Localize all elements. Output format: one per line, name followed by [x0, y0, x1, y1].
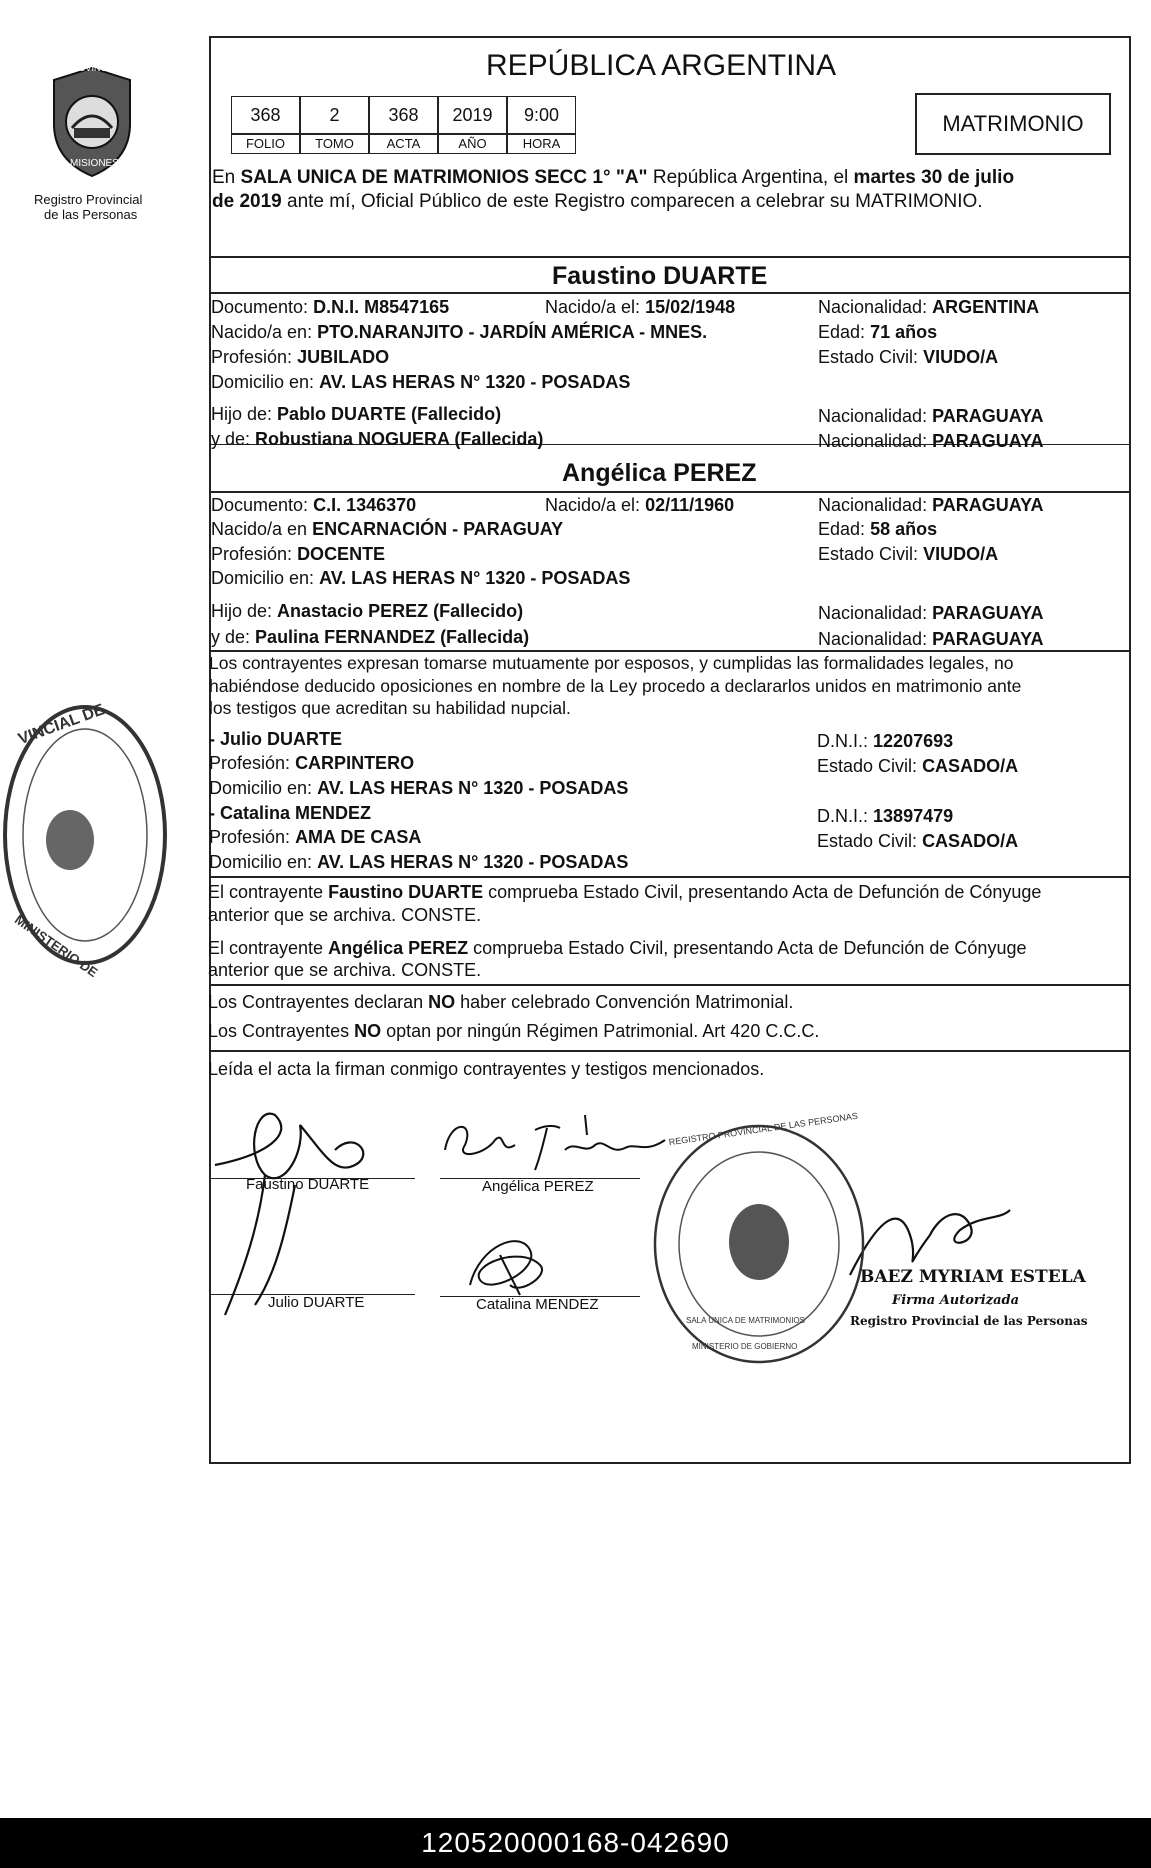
stamp-inner-text: SALA UNICA DE MATRIMONIOS [686, 1316, 805, 1325]
groom-document: Documento: D.N.I. M8547165 [211, 297, 450, 317]
bride-signature-label: Angélica PEREZ [482, 1178, 594, 1195]
groom-signature-label: Faustino DUARTE [246, 1176, 370, 1193]
stamp-outer-text: REGISTRO PROVINCIAL DE LAS PERSONAS [668, 1110, 859, 1148]
bride-father: Hijo de: Anastacio PEREZ (Fallecido) [211, 601, 524, 621]
declaration-line3: los testigos que acreditan su habilidad nupcial. [209, 698, 571, 718]
groom-nationality: Nacionalidad: ARGENTINA [818, 297, 1040, 317]
document-type-box [915, 93, 1111, 155]
groom-address: Domicilio en: AV. LAS HERAS N° 1320 - POSADAS [211, 372, 631, 392]
regime-line1: Los Contrayentes declaran NO haber celebrado Convención Matrimonial. [208, 992, 794, 1012]
groom-name: Faustino DUARTE [552, 262, 768, 290]
groom-age: Edad: 71 años [818, 322, 938, 342]
note1-line1: El contrayente Faustino DUARTE comprueba Estado Civil, presentando Acta de Defunción de Cónyuge [208, 882, 1042, 902]
bride-civil-status: Estado Civil: VIUDO/A [818, 544, 999, 564]
groom-signature [205, 1095, 395, 1325]
record-tomo-value: 2 [300, 96, 369, 134]
bride-birthdate: Nacido/a el: 02/11/1960 [545, 495, 735, 515]
witness2-name: - Catalina MENDEZ [209, 803, 372, 823]
witness2-profession: Profesión: AMA DE CASA [209, 827, 422, 847]
groom-profession: Profesión: JUBILADO [211, 347, 390, 367]
official-name: BAEZ MYRIAM ESTELA [860, 1267, 1086, 1287]
witness1-signature-label: Julio DUARTE [268, 1294, 365, 1311]
record-grid [231, 96, 576, 157]
bride-name: Angélica PEREZ [562, 459, 757, 487]
rule-signatures-top [209, 1050, 1131, 1052]
groom-civil-status: Estado Civil: VIUDO/A [818, 347, 999, 367]
left-margin-stamp [0, 700, 175, 981]
groom-father-nationality: Nacionalidad: PARAGUAYA [818, 406, 1044, 426]
bride-nationality: Nacionalidad: PARAGUAYA [818, 495, 1044, 515]
rule-regime-top [209, 984, 1131, 986]
seal-text-bottom: MISIONES [70, 158, 119, 169]
record-tomo-label: TOMO [300, 134, 369, 154]
intro-line2: de 2019 ante mí, Oficial Público de este Registro comparecen a celebrar su MATRIMONIO. [212, 191, 983, 212]
declaration-line1: Los contrayentes expresan tomarse mutuamente por esposos, y cumplidas las formalidades legales, no [209, 653, 1014, 673]
rule-notes-top [209, 876, 1131, 878]
record-folio-label: FOLIO [231, 134, 300, 154]
witness2-dni: D.N.I.: 13897479 [817, 806, 954, 826]
logo-caption-line2: de las Personas [44, 207, 138, 222]
regime-line2: Los Contrayentes NO optan por ningún Régimen Patrimonial. Art 420 C.C.C. [208, 1021, 820, 1041]
witness2-civil-status: Estado Civil: CASADO/A [817, 831, 1019, 851]
closing-statement: Leída el acta la firman conmigo contrayentes y testigos mencionados. [208, 1059, 765, 1079]
logo-caption-line1: Registro Provincial [34, 192, 143, 207]
registry-stamp [650, 1110, 868, 1368]
bride-profession: Profesión: DOCENTE [211, 544, 386, 564]
record-hora-label: HORA [507, 134, 576, 154]
bride-father-nationality: Nacionalidad: PARAGUAYA [818, 603, 1044, 623]
bride-mother-nationality: Nacionalidad: PARAGUAYA [818, 629, 1044, 649]
rule-groom-header [209, 292, 1131, 294]
page-title: REPÚBLICA ARGENTINA [486, 49, 837, 82]
note2-line1: El contrayente Angélica PEREZ comprueba Estado Civil, presentando Acta de Defunción de Cónyuge [208, 938, 1027, 958]
witness1-profession: Profesión: CARPINTERO [209, 753, 415, 773]
witness1-dni: D.N.I.: 12207693 [817, 731, 954, 751]
official-role: Firma Autorizada [892, 1293, 1020, 1308]
record-hora-value: 9:00 [507, 96, 576, 134]
bride-mother: y de: Paulina FERNANDEZ (Fallecida) [211, 627, 530, 647]
intro-line1: En SALA UNICA DE MATRIMONIOS SECC 1° "A" República Argentina, el martes 30 de julio [212, 167, 1015, 188]
svg-text:MINISTERIO DE: MINISTERIO DE [12, 911, 101, 981]
witness2-signature-label: Catalina MENDEZ [476, 1296, 599, 1313]
note2-line2: anterior que se archiva. CONSTE. [208, 960, 482, 980]
witness2-signature [460, 1225, 580, 1305]
witness1-address: Domicilio en: AV. LAS HERAS N° 1320 - POSADAS [209, 778, 629, 798]
svg-text:VINCIAL DE: VINCIAL DE [16, 701, 107, 749]
bride-signature [435, 1110, 675, 1180]
declaration-line2: habiéndose deducido oposiciones en nombre de la Ley procedo a declararlos unidos en matrimonio ante [209, 676, 1022, 696]
groom-mother: y de: Robustiana NOGUERA (Fallecida) [211, 429, 544, 449]
rule-bride-header [209, 491, 1131, 493]
witness2-address: Domicilio en: AV. LAS HERAS N° 1320 - POSADAS [209, 852, 629, 872]
document-code-bar [0, 1818, 1151, 1868]
stamp-bottom-text: MINISTERIO DE GOBIERNO [692, 1342, 798, 1351]
record-ano-value: 2019 [438, 96, 507, 134]
province-seal-logo [44, 64, 140, 180]
record-acta-label: ACTA [369, 134, 438, 154]
document-type-label: MATRIMONIO [942, 111, 1084, 136]
document-code: 120520000168-042690 [421, 1827, 730, 1858]
bride-document: Documento: C.I. 1346370 [211, 495, 417, 515]
official-office: Registro Provincial de las Personas [850, 1314, 1088, 1328]
witness1-civil-status: Estado Civil: CASADO/A [817, 756, 1019, 776]
rule-groom-top [209, 256, 1131, 258]
groom-mother-nationality: Nacionalidad: PARAGUAYA [818, 431, 1044, 451]
witness1-name: - Julio DUARTE [209, 729, 342, 749]
record-ano-label: AÑO [438, 134, 507, 154]
record-folio-value: 368 [231, 96, 300, 134]
note1-line2: anterior que se archiva. CONSTE. [208, 905, 482, 925]
groom-birthplace: Nacido/a en: PTO.NARANJITO - JARDÍN AMÉRICA - MNES. [211, 322, 708, 342]
bride-birthplace: Nacido/a en ENCARNACIÓN - PARAGUAY [211, 519, 564, 539]
record-acta-value: 368 [369, 96, 438, 134]
groom-birthdate: Nacido/a el: 15/02/1948 [545, 297, 736, 317]
seal-text-top: PROVINCIA DE [66, 63, 131, 73]
groom-father: Hijo de: Pablo DUARTE (Fallecido) [211, 404, 502, 424]
bride-age: Edad: 58 años [818, 519, 938, 539]
bride-address: Domicilio en: AV. LAS HERAS N° 1320 - POSADAS [211, 568, 631, 588]
